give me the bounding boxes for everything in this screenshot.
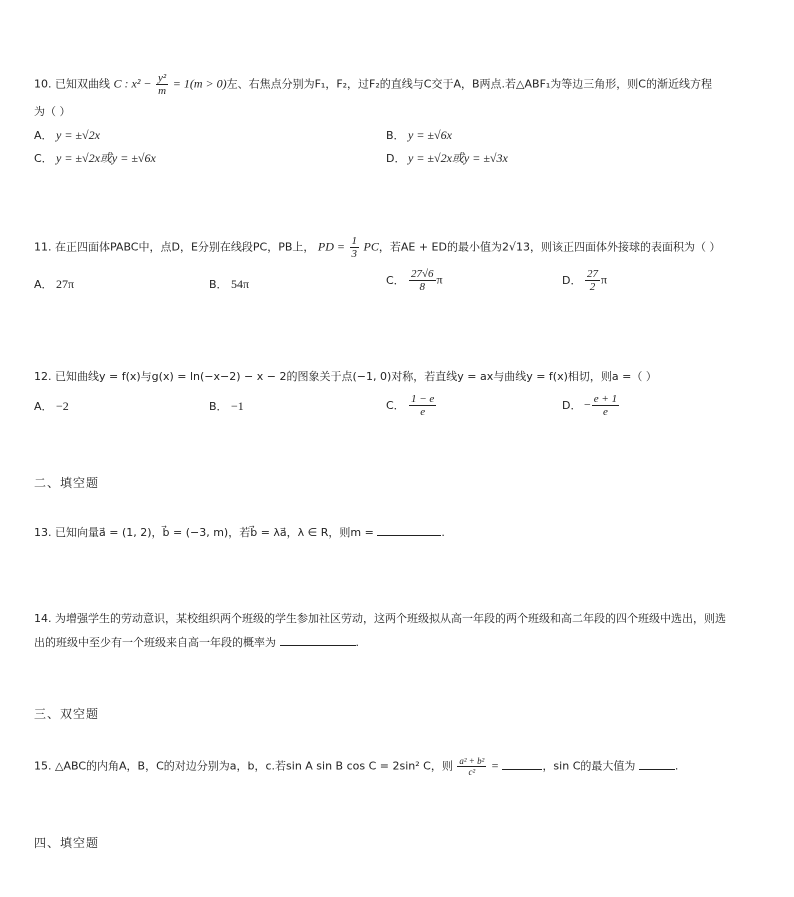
fraction-denominator: 2 <box>589 281 596 293</box>
section-heading-double-blank: 三、双空题 <box>34 707 100 721</box>
fraction-numerator: 27 <box>587 268 598 280</box>
fraction-numerator: 27√6 <box>411 268 434 280</box>
option-label: D． <box>562 398 582 412</box>
fraction-numerator: y² <box>158 72 167 84</box>
question-11-pd: PD = <box>317 239 345 254</box>
option-value: y = ±√2x或y = ±√3x <box>408 151 508 165</box>
question-13-end: . <box>441 526 445 539</box>
question-10-stem: 左、右焦点分别为F₁，F₂，过F₂的直线与C交于A，B两点.若△ABF₁为等边三角形，则C的渐近线方程 <box>226 77 712 91</box>
option-label: B． <box>209 400 228 413</box>
question-12-option-b[interactable] <box>209 398 244 415</box>
option-label: A． <box>34 278 53 291</box>
question-15-end: . <box>674 759 679 773</box>
question-11-pc: PC <box>363 239 379 254</box>
question-11 <box>34 235 720 260</box>
question-10 <box>34 72 712 97</box>
answer-blank-2[interactable] <box>639 759 675 770</box>
option-value: y = ±√2x <box>56 128 100 142</box>
option-label: C． <box>386 398 405 412</box>
option-label: D． <box>386 152 406 165</box>
fraction-denominator: 3 <box>351 248 357 260</box>
option-value: −2 <box>56 399 69 413</box>
fraction-denominator: e <box>602 406 608 418</box>
question-14-end: . <box>355 636 359 649</box>
fraction-denominator: m <box>158 85 167 97</box>
option-tail: π <box>601 272 608 287</box>
question-10-equation-rhs: = 1(m > 0) <box>172 76 227 91</box>
fraction-numerator: a² + b² <box>459 756 485 766</box>
question-15-equals: = <box>490 758 499 773</box>
option-value: −1 <box>231 399 244 413</box>
question-10-option-d[interactable] <box>386 150 508 167</box>
fraction-numerator: e + 1 <box>593 393 618 405</box>
question-12-option-a[interactable] <box>34 398 69 415</box>
option-label: D． <box>562 273 582 287</box>
fraction-denominator: 8 <box>419 281 426 293</box>
option-label: C． <box>34 152 53 165</box>
option-fraction <box>592 393 619 418</box>
question-11-option-a[interactable] <box>34 276 74 293</box>
section-heading-fill-in-2: 四、填空题 <box>34 836 100 850</box>
option-value: y = ±√2x或y = ±√6x <box>56 151 156 165</box>
question-10-option-c[interactable] <box>34 150 156 167</box>
option-value: y = ±√6x <box>408 128 452 142</box>
option-label: B． <box>209 278 228 291</box>
question-12-option-c[interactable] <box>386 393 437 418</box>
option-tail: π <box>436 272 443 287</box>
question-11-fraction <box>350 235 360 260</box>
answer-blank[interactable] <box>377 525 441 536</box>
question-11-option-b[interactable] <box>209 276 249 293</box>
question-13 <box>34 525 445 541</box>
option-label: A． <box>34 400 53 413</box>
option-fraction <box>409 393 436 418</box>
option-value: 54π <box>231 277 250 291</box>
section-heading-fill-in: 二、填空题 <box>34 476 100 490</box>
option-sign: − <box>584 397 591 412</box>
answer-blank[interactable] <box>280 635 356 646</box>
option-label: B． <box>386 129 405 142</box>
question-14-line1: 14. 为增强学生的劳动意识，某校组织两个班级的学生参加社区劳动，这两个班级拟从高一年段的两个班级和高二年段的四个班级中选出，则选 <box>34 612 726 625</box>
fraction-numerator: 1 − e <box>411 393 435 405</box>
question-15 <box>34 756 678 777</box>
option-label: C． <box>386 273 405 287</box>
question-10-equation-lhs: C : x² − <box>113 76 152 91</box>
question-10-option-a[interactable] <box>34 127 100 144</box>
question-15-stem-c: ，sin C的最大值为 <box>542 759 636 773</box>
question-13-stem: 13. 已知向量a⃗ = (1, 2)，b⃗ = (−3, m)，若b⃗ = λa⃗，λ ∈ R，则m = <box>34 526 374 539</box>
option-fraction <box>585 268 600 293</box>
question-14-line2 <box>34 635 359 651</box>
option-fraction <box>409 268 436 293</box>
question-11-stem-b: ，若AE + ED的最小值为2√13，则该正四面体外接球的表面积为（ ） <box>378 240 721 254</box>
question-12: 12. 已知曲线y = f(x)与g(x) = ln(−x−2) − x − 2的图象关于点(−1, 0)对称，若直线y = ax与曲线y = f(x)相切，则a =（ ） <box>34 370 657 383</box>
answer-blank-1[interactable] <box>502 759 542 770</box>
fraction-numerator: 1 <box>351 235 357 247</box>
question-10-line2: 为（ ） <box>34 105 71 118</box>
fraction-denominator: e <box>420 406 426 418</box>
question-11-option-d[interactable] <box>562 268 607 293</box>
option-label: A． <box>34 129 53 142</box>
question-11-option-c[interactable] <box>386 268 443 293</box>
question-15-fraction <box>457 756 486 777</box>
question-12-option-d[interactable] <box>562 393 620 418</box>
fraction-denominator: c² <box>468 767 476 777</box>
question-10-number: 10. 已知双曲线 <box>34 77 110 91</box>
question-14-stem: 出的班级中至少有一个班级来自高一年段的概率为 <box>34 636 276 649</box>
question-10-option-b[interactable] <box>386 127 452 144</box>
question-11-stem-a: 11. 在正四面体PABC中，点D，E分别在线段PC，PB上， <box>34 240 315 254</box>
question-15-stem-a: 15. △ABC的内角A，B，C的对边分别为a，b，c.若sin A sin B cos C = 2sin² C，则 <box>34 759 453 773</box>
option-value: 27π <box>56 277 75 291</box>
question-10-equation-fraction <box>156 72 168 97</box>
